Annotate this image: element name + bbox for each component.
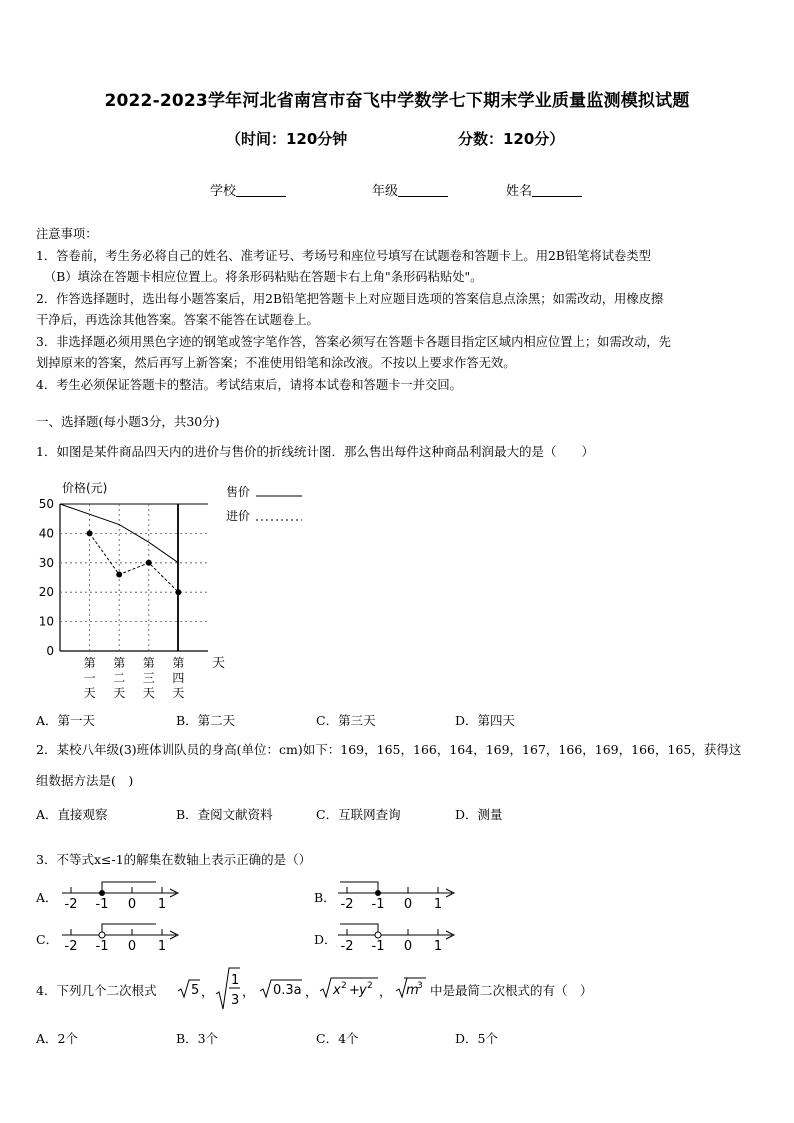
- q2-option-c[interactable]: C．互联网查询: [316, 807, 401, 822]
- exponent: 2: [341, 981, 347, 991]
- x-tick-label: 第: [142, 656, 155, 670]
- x-tick-label: 四: [172, 671, 185, 685]
- var-x: x: [333, 983, 341, 998]
- q1-option-b[interactable]: B．第二天: [176, 713, 236, 728]
- x-tick-label: 第: [83, 656, 96, 670]
- q1-option-d[interactable]: D．第四天: [455, 713, 516, 728]
- y-tick-label: 40: [38, 526, 54, 541]
- q4-option-b[interactable]: B．3个: [176, 1031, 219, 1046]
- tick-label: -2: [340, 939, 354, 952]
- tick-label: -1: [371, 897, 385, 910]
- number-line-c: [60, 918, 184, 952]
- tick-label: 0: [403, 897, 413, 910]
- tick-label: 0: [127, 939, 137, 952]
- tick-label: -2: [340, 897, 354, 910]
- tick-label: 0: [403, 939, 413, 952]
- grade-blank[interactable]: [398, 184, 448, 197]
- cost-price-point: [146, 560, 152, 566]
- q1-option-c[interactable]: C．第三天: [316, 713, 376, 728]
- section-title: 一、选择题(每小题3分，共30分): [36, 414, 220, 429]
- var-y: y: [359, 983, 367, 998]
- q2-option-d[interactable]: D．测量: [455, 807, 503, 822]
- hollow-point-icon: [99, 932, 105, 938]
- exponent: 3: [417, 981, 423, 991]
- note-line: （B）填涂在答题卡相应位置上。将条形码粘贴在答题卡右上角"条形码粘贴处"。: [44, 270, 483, 284]
- q2-option-a[interactable]: A．直接观察: [36, 807, 108, 822]
- legend-label: 进价: [226, 509, 251, 523]
- q4-radicals: [172, 964, 412, 1016]
- q4-stem-start: 4．下列几个二次根式: [36, 983, 157, 998]
- y-tick-label: 30: [38, 555, 54, 570]
- price-line-chart: [30, 474, 330, 700]
- tick-label: -1: [371, 939, 385, 952]
- note-line: 干净后，再选涂其他答案。答案不能答在试题卷上。: [36, 313, 319, 327]
- q3-stem: 3．不等式x≤-1的解集在数轴上表示正确的是（）: [36, 852, 312, 867]
- school-blank[interactable]: [236, 184, 286, 197]
- q3-option-d-label[interactable]: D．: [314, 932, 337, 947]
- plus-sign: +: [349, 983, 360, 998]
- exam-title: 2022-2023学年河北省南宫市奋飞中学数学七下期末学业质量监测模拟试题: [104, 91, 690, 111]
- x-tick-label: 一: [83, 671, 96, 685]
- y-tick-label: 50: [38, 497, 54, 511]
- tick-label: 1: [157, 897, 167, 910]
- fraction-numerator: 1: [231, 973, 240, 988]
- x-axis-label: 天: [212, 656, 226, 671]
- exponent: 2: [367, 981, 373, 991]
- comma: ，: [201, 985, 215, 1000]
- cost-price-point: [116, 572, 122, 578]
- q2-stem-line1: 2．某校八年级(3)班体训队员的身高(单位：cm)如下：169，165，166，164，169，167，166，169，166，165，获得这: [36, 742, 742, 757]
- q2-option-b[interactable]: B．查阅文献资料: [176, 807, 273, 822]
- x-tick-label: 第: [172, 656, 185, 670]
- legend-label: 售价: [226, 485, 251, 499]
- radical-0.3a: 0.3a: [273, 983, 302, 998]
- y-tick-label: 20: [38, 585, 54, 600]
- radical-5: 5: [191, 983, 200, 998]
- x-tick-label: 天: [83, 686, 96, 700]
- tick-label: 1: [157, 939, 167, 952]
- comma: ，: [305, 985, 319, 1000]
- grade-label: 年级: [372, 184, 399, 199]
- y-tick-label: 0: [46, 644, 54, 658]
- hollow-point-icon: [375, 932, 381, 938]
- y-tick-label: 10: [38, 614, 54, 629]
- q2-stem-line2: 组数据方法是( ): [36, 773, 134, 788]
- name-field: [506, 180, 582, 199]
- q4-stem-end: 中是最简二次根式的有（ ）: [430, 983, 593, 998]
- tick-label: -1: [95, 897, 109, 910]
- tick-label: -1: [95, 939, 109, 952]
- q3-option-a-label[interactable]: A．: [36, 890, 58, 905]
- number-line-d: [336, 918, 460, 952]
- note-line: 1．答卷前，考生务必将自己的姓名、准考证号、考场号和座位号填写在试题卷和答题卡上。用2B铅笔将试卷类型: [36, 248, 651, 263]
- tick-label: -2: [64, 939, 78, 952]
- note-line: 2．作答选择题时，选出每小题答案后，用2B铅笔把答题卡上对应题目选项的答案信息点涂黑；如需改动，用橡皮擦: [36, 291, 664, 306]
- school-label: 学校: [210, 184, 237, 199]
- tick-label: -2: [64, 897, 78, 910]
- tick-label: 1: [433, 939, 443, 952]
- exam-score: 分数：120分）: [458, 130, 565, 148]
- note-line: 3．非选择题必须用黑色字迹的钢笔或签字笔作答，答案必须写在答题卡各题目指定区域内相应位置上；如需改动，先: [36, 334, 671, 349]
- q4-option-a[interactable]: A．2个: [36, 1031, 78, 1046]
- fraction-denominator: 3: [231, 993, 240, 1008]
- notes-heading: 注意事项：: [36, 227, 98, 241]
- grade-field: [372, 180, 448, 199]
- x-tick-label: 二: [113, 671, 126, 685]
- q3-option-b-label[interactable]: B．: [314, 890, 336, 905]
- q4-option-d[interactable]: D．5个: [455, 1031, 498, 1046]
- y-axis-label: 价格(元): [62, 481, 108, 495]
- number-line-b: [336, 876, 460, 910]
- exam-time: （时间：120分钟: [226, 130, 348, 148]
- cost-price-point: [175, 589, 181, 595]
- q1-stem: 1．如图是某件商品四天内的进价与售价的折线统计图．那么售出每件这种商品利润最大的是（ ）: [36, 444, 594, 459]
- q3-option-c-label[interactable]: C．: [36, 932, 59, 947]
- x-tick-label: 三: [142, 671, 155, 685]
- school-field: [210, 180, 286, 199]
- tick-label: 0: [127, 897, 137, 910]
- comma: ，: [379, 985, 393, 1000]
- notes-block: [36, 224, 758, 396]
- note-line: 4．考生必须保证答题卡的整洁。考试结束后，请将本试卷和答题卡一并交回。: [36, 377, 462, 392]
- x-tick-label: 天: [142, 686, 155, 700]
- x-tick-label: 第: [113, 656, 126, 670]
- note-line: 划掉原来的答案，然后再写上新答案；不准使用铅笔和涂改液。不按以上要求作答无效。: [36, 356, 516, 370]
- number-line-a: [60, 876, 184, 910]
- solid-point-icon: [375, 890, 381, 896]
- tick-label: 1: [433, 897, 443, 910]
- name-blank[interactable]: [532, 184, 582, 197]
- x-tick-label: 天: [113, 686, 126, 700]
- name-label: 姓名: [506, 184, 533, 199]
- q4-option-c[interactable]: C．4个: [316, 1031, 359, 1046]
- x-tick-label: 天: [172, 686, 185, 700]
- solid-point-icon: [99, 890, 105, 896]
- var-m: m: [406, 983, 419, 998]
- comma: ，: [242, 985, 256, 1000]
- q1-option-a[interactable]: A．第一天: [36, 713, 96, 728]
- cost-price-point: [87, 530, 93, 536]
